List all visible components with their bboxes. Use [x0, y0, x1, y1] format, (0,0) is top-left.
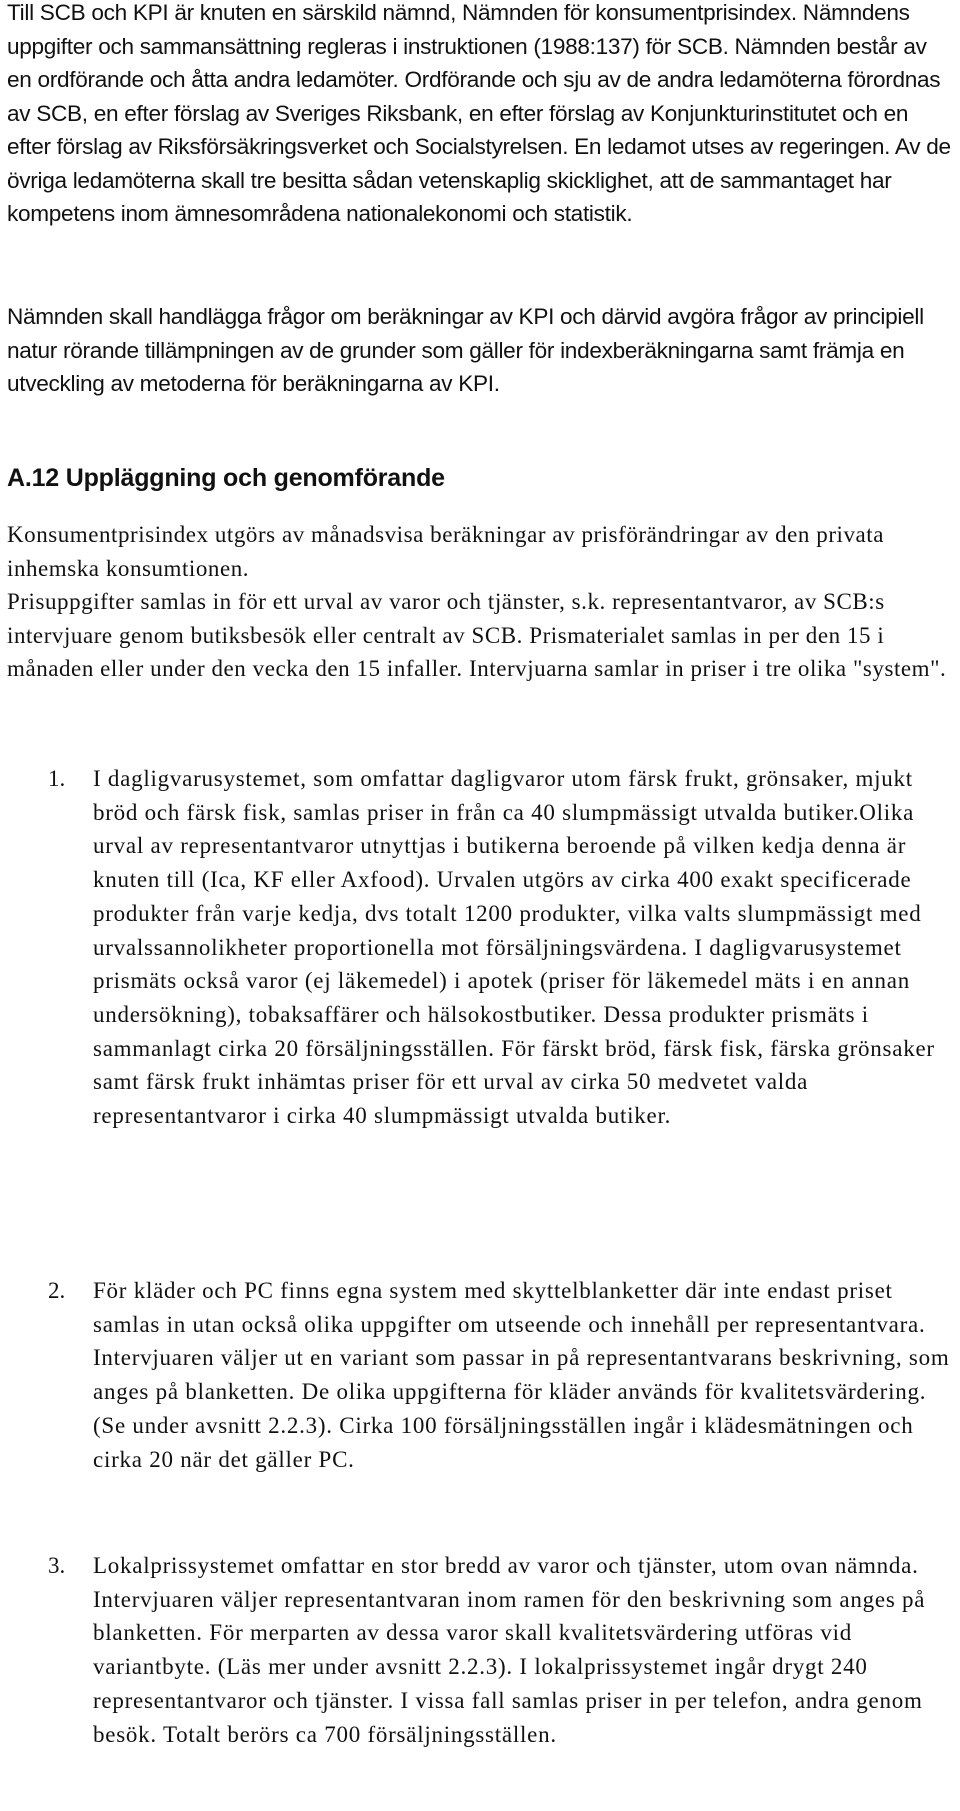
intro-paragraph-tasks: Nämnden skall handlägga frågor om beräkningar av KPI och därvid avgöra frågor av principiell natur rörande tillämpningen av de grunder som gäller för indexberäkningarna samt främja en utveckling av metoderna för beräkningarna av KPI. [7, 304, 924, 396]
section-heading: A.12 Uppläggning och genomförande [7, 464, 445, 492]
list-item-number: 1. [48, 766, 66, 791]
section-paragraph-collection: Prisuppgifter samlas in för ett urval av varor och tjänster, s.k. representantvaror, av SCB:s intervjuare genom butiksbesök eller centralt av SCB. Prismaterialet samlas in per den 15 i månaden eller under den vecka den 15 infaller. Intervjuarna samlar in priser i tre olika "system". [7, 589, 947, 682]
section-paragraph-definition: Konsumentprisindex utgörs av månadsvisa beräkningar av prisförändringar av den privata inhemska konsumtionen. [7, 522, 884, 581]
list-item-number: 2. [48, 1278, 66, 1303]
intro-paragraph-committee: Till SCB och KPI är knuten en särskild nämnd, Nämnden för konsumentprisindex. Nämndens uppgifter och sammansättning regleras i instruktionen (1988:137) för SCB. Nämnden består av en ordförande och åtta andra ledamöter. Ordförande och sju av de andra ledamöterna förordnas av SCB, en efter förslag av Sveriges Riksbank, en efter förslag av Konjunkturinstitutet och en efter förslag av Riksförsäkringsverket och Socialstyrelsen. En ledamot utses av regeringen. Av de övriga ledamöterna skall tre besitta sådan vetenskaplig skicklighet, att de sammantaget har kompetens inom ämnesområdena nationalekonomi och statistik. [7, 0, 951, 226]
list-item-text: För kläder och PC finns egna system med skyttelblanketter där inte endast priset samlas in utan också olika uppgifter om utseende och innehåll per representantvara. Intervjuaren väljer ut en variant som passar in på representantvarans beskrivning, som anges på blanketten. De olika uppgifterna för kläder används för kvalitetsvärdering. (Se under avsnitt 2.2.3). Cirka 100 försäljningsställen ingår i klädesmätningen och cirka 20 när det gäller PC. [93, 1278, 950, 1472]
list-item-text: Lokalprissystemet omfattar en stor bredd av varor och tjänster, utom ovan nämnda. Intervjuaren väljer representantvaran inom ramen för den beskrivning som anges på blanketten. För merparten av dessa varor skall kvalitetsvärdering utföras vid variantbyte. (Läs mer under avsnitt 2.2.3). I lokalprissystemet ingår drygt 240 representantvaror och tjänster. I vissa fall samlas priser in per telefon, andra genom besök. Totalt berörs ca 700 försäljningsställen. [93, 1553, 926, 1747]
list-item-text: I dagligvarusystemet, som omfattar dagligvaror utom färsk frukt, grönsaker, mjukt bröd och färsk fisk, samlas priser in från ca 40 slumpmässigt utvalda butiker.Olika urval av representantvaror utnyttjas i butikerna beroende på vilken kedja denna är knuten till (Ica, KF eller Axfood). Urvalen utgörs av cirka 400 exakt specificerade produkter från varje kedja, dvs totalt 1200 produkter, vilka valts slumpmässigt med urvalssannolikheter proportionella mot försäljningsvärdena. I dagligvarusystemet prismäts också varor (ej läkemedel) i apotek (priser för läkemedel mäts i en annan undersökning), tobaksaffärer och hälsokostbutiker. Dessa produkter prismäts i sammanlagt cirka 20 försäljningsställen. För färskt bröd, färsk fisk, färska grönsaker samt färsk frukt inhämtas priser för ett urval av cirka 50 medvetet valda representantvaror i cirka 40 slumpmässigt utvalda butiker. [93, 766, 935, 1129]
list-item-number: 3. [48, 1553, 66, 1578]
